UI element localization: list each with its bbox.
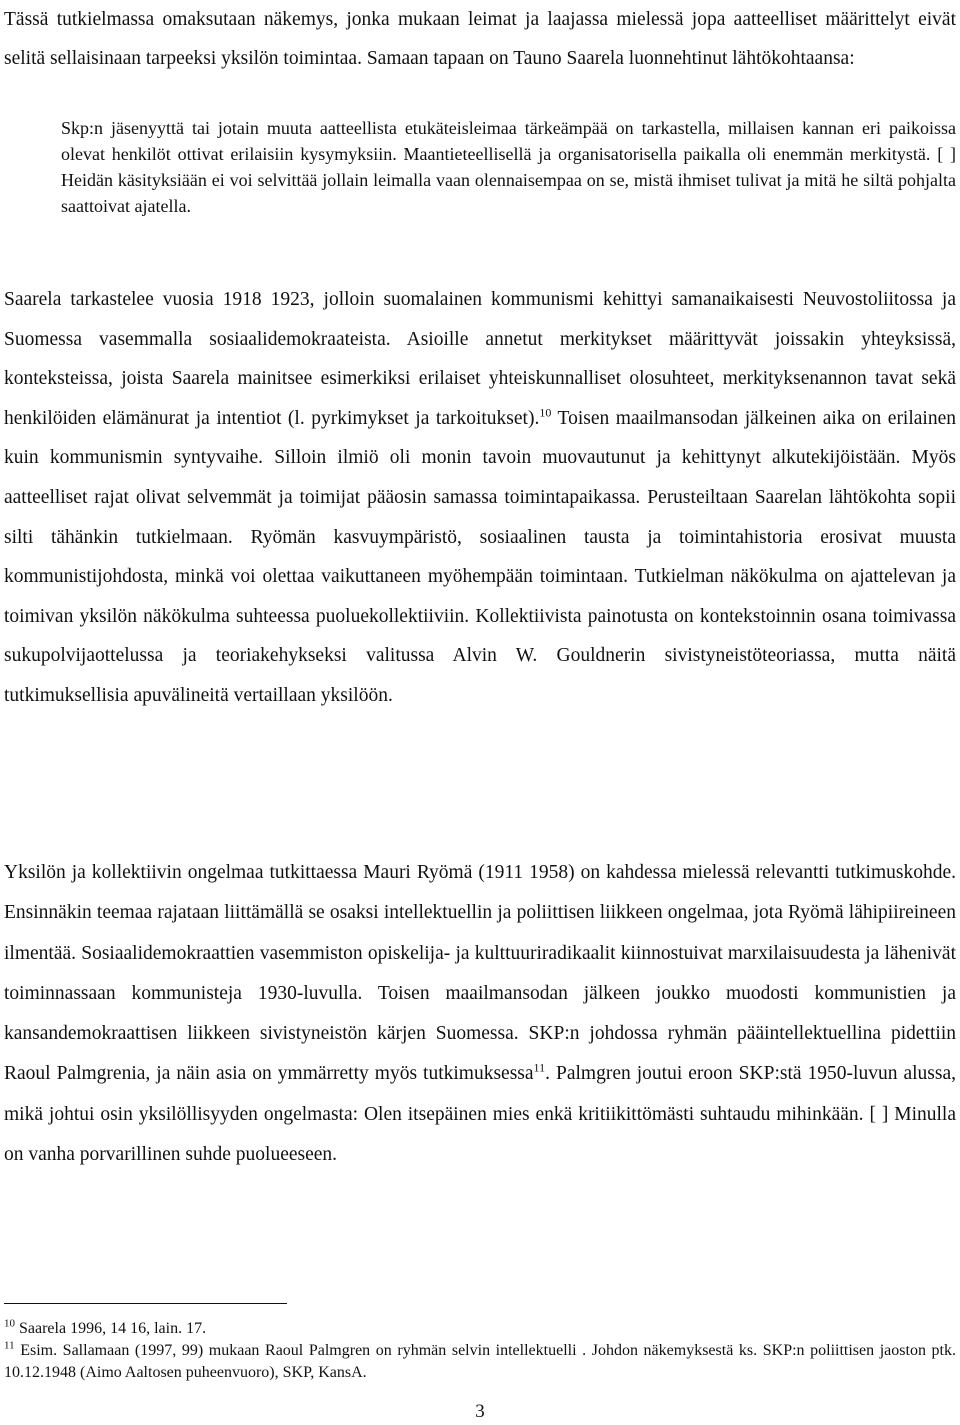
intro-paragraph: Tässä tutkielmassa omaksutaan näkemys, jonka mukaan leimat ja laajassa mielessä jopa aatteelliset määrittelyt eivät selitä sellaisinaan tarpeeksi yksilön toimintaa. Samaan tapaan on Tauno Saarela luonnehtinut lähtökohtaansa:: [4, 9, 956, 69]
paragraph-text: . Palmgren joutui eroon SKP:stä 1950-luvun alussa, mikä johtui osin yksilöllisyyden ongelmasta: Olen itsepäinen mies enkä kritiikittömästi suhtaudu mihinkään. [ ] Minulla on vanha porvarillinen suhde puolueeseen.: [4, 1063, 956, 1166]
page-number: 3: [475, 1401, 485, 1422]
paragraph-text: Yksilön ja kollektiivin ongelmaa tutkittaessa Mauri Ryömä (1911 1958) on kahdessa mielessä relevantti tutkimuskohde. Ensinnäkin teemaa rajataan liittämällä se osaksi intellektuellin ja poliittisen liikkeen ongelmaa, jota Ryömä lähipiireineen ilmentää. Sosiaalidemokraattien vasemmiston opiskelija- ja kulttuuriradikaalit kiinnostuivat marxilaisuudesta ja lähenivät toiminnassaan kommunisteja 1930-luvulla. Toisen maailmansodan jälkeen joukko muodosti kommunistien ja kansandemokraattisen liikkeen sivistyneistön kärjen Suomessa. SKP:n johdossa ryhmän pääintellektuellina pidettiin Raoul Palmgrenia, ja näin asia on ymmärretty myös tutkimuksessa: [4, 862, 956, 1085]
block-quote: Skp:n jäsenyyttä tai jotain muuta aatteellista etukäteisleimaa tärkeämpää on tarkastella, millaisen kannan eri paikoissa olevat henkilöt ottivat erilaisiin kysymyksiin. Maantieteellisellä ja organisatorisella paikalla oli enemmän merkitystä. [ ] Heidän käsityksiään ei voi selvittää jollain leimalla vaan olennaisempaa on se, mistä ihmiset tulivat ja mitä he siltä pohjalta saattoivat ajatella.: [61, 118, 956, 216]
footnote: [4, 1340, 956, 1384]
footnotes: [4, 1318, 956, 1384]
body-paragraph-saarela: [4, 280, 956, 716]
footnote-text: Esim. Sallamaan (1997, 99) mukaan Raoul Palmgren on ryhmän selvin intellektuelli . Johdon näkemyksestä ks. SKP:n poliittisen jaoston ptk. 10.12.1948 (Aimo Aaltosen puheenvuoro), SKP, KansA.: [4, 1342, 956, 1381]
paragraph-text: Saarela tarkastelee vuosia 1918 1923, jolloin suomalainen kommunismi kehittyi samanaikaisesti Neuvostoliitossa ja Suomessa vasemmalla sosiaalidemokraateista. Asioille annetut merkitykset määrittyvät joissakin yhteyksissä, konteksteissa, joista Saarela mainitsee esimerkiksi erilaiset yhteiskunnalliset olosuhteet, merkityksenannon tavat sekä henkilöiden elämänurat ja intentiot (l. pyrkimykset ja tarkoitukset).: [4, 289, 956, 429]
footnote: [4, 1318, 956, 1340]
footnote-text: Saarela 1996, 14 16, lain. 17.: [15, 1320, 207, 1337]
footnote-separator: [4, 1303, 287, 1304]
footnote-number: 10: [4, 1317, 15, 1330]
footnote-reference[interactable]: 11: [533, 1060, 546, 1075]
paragraph-text: Toisen maailmansodan jälkeinen aika on erilainen kuin kommunismin syntyvaihe. Silloin ilmiö oli monin tavoin muovautunut ja kehittynyt alkutekijöistään. Myös aatteelliset rajat olivat selvemmät ja toimijat pääosin samassa toimintapaikassa. Perusteiltaan Saarelan lähtökohta sopii silti tähänkin tutkielmaan. Ryömän kasvuympäristö, sosiaalinen tausta ja toimintahistoria erosivat muusta kommunistijohdosta, minkä voi olettaa vaikuttaneen myöhempään toimintaan. Tutkielman näkökulma on ajattelevan ja toimivan yksilön näkökulma suhteessa puoluekollektiiviin. Kollektiivista painotusta on kontekstoinnin osana toimivassa sukupolvijaottelussa ja teoriakehykseksi valitussa Alvin W. Gouldnerin sivistyneistöteoriassa, mutta näitä tutkimuksellisia apuvälineitä vertaillaan yksilöön.: [4, 407, 956, 706]
footnote-reference[interactable]: 10: [539, 405, 552, 420]
footnote-number: 11: [4, 1339, 15, 1352]
body-paragraph-ryoma: [4, 853, 956, 1175]
